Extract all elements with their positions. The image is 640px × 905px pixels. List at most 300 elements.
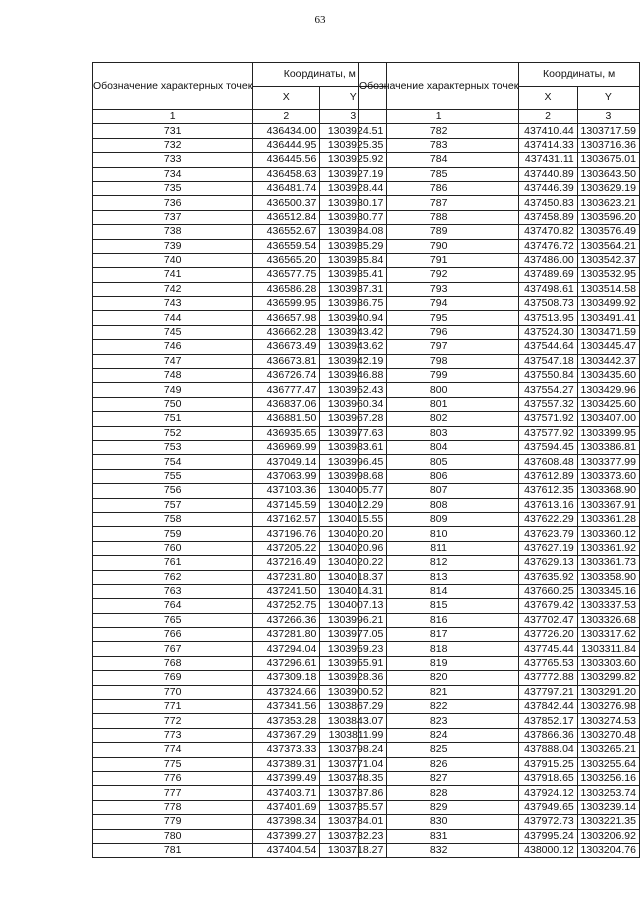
coord-x: 436434.00 [253,124,320,138]
coord-x: 436577.75 [253,268,320,282]
coord-y: 1303265.21 [577,743,639,757]
coord-y: 1303928.44 [320,181,387,195]
coord-x: 437241.50 [253,584,320,598]
header-col-3: 3 [577,110,639,124]
coord-x: 437679.42 [519,599,577,613]
coord-x: 437399.49 [253,771,320,785]
coord-y: 1303311.84 [577,642,639,656]
coord-y: 1303925.35 [320,138,387,152]
table-row [359,225,640,239]
table-row [93,412,387,426]
table-row [359,196,640,210]
table-row [93,714,387,728]
coord-y: 1303299.82 [577,671,639,685]
coord-x: 437403.71 [253,786,320,800]
table-row [93,210,387,224]
coord-y: 1303629.19 [577,181,639,195]
point-number: 761 [93,556,253,570]
coord-x: 437842.44 [519,700,577,714]
coord-x: 437888.04 [519,743,577,757]
point-number: 741 [93,268,253,282]
coord-x: 436969.99 [253,440,320,454]
coord-y: 1303276.98 [577,700,639,714]
coord-y: 1303977.05 [320,628,387,642]
coord-y: 1304014.31 [320,584,387,598]
coord-y: 1303255.64 [577,757,639,771]
coord-y: 1303943.62 [320,340,387,354]
point-number: 785 [359,167,519,181]
coord-y: 1303491.41 [577,311,639,325]
table-row [359,714,640,728]
coord-x: 437063.99 [253,469,320,483]
coord-y: 1303930.77 [320,210,387,224]
table-body-right [359,124,640,858]
point-number: 749 [93,383,253,397]
table-row [93,311,387,325]
coord-x: 437627.19 [519,541,577,555]
table-row [93,397,387,411]
coord-x: 436445.56 [253,153,320,167]
point-number: 780 [93,829,253,843]
table-row [359,642,640,656]
coord-x: 437765.53 [519,656,577,670]
point-number: 745 [93,325,253,339]
coord-x: 437399.27 [253,829,320,843]
coord-y: 1303943.42 [320,325,387,339]
coord-y: 1303732.23 [320,829,387,843]
table-row [359,253,640,267]
point-number: 737 [93,210,253,224]
point-number: 746 [93,340,253,354]
point-number: 788 [359,210,519,224]
coord-x: 437612.35 [519,484,577,498]
point-number: 771 [93,700,253,714]
point-number: 825 [359,743,519,757]
coord-x: 436777.47 [253,383,320,397]
coord-y: 1303960.34 [320,397,387,411]
table-row [359,498,640,512]
coord-y: 1303361.73 [577,556,639,570]
coord-x: 437612.89 [519,469,577,483]
table-row [359,469,640,483]
header-col-3: 3 [320,110,387,124]
coord-y: 1303596.20 [577,210,639,224]
table-row [93,484,387,498]
coord-y: 1303940.94 [320,311,387,325]
point-number: 765 [93,613,253,627]
table-row [93,469,387,483]
table-row [93,815,387,829]
coord-x: 437629.13 [519,556,577,570]
table-row [93,455,387,469]
point-number: 802 [359,412,519,426]
coord-y: 1304020.22 [320,556,387,570]
point-number: 768 [93,656,253,670]
coord-x: 436481.74 [253,181,320,195]
point-number: 786 [359,181,519,195]
point-number: 829 [359,800,519,814]
coord-y: 1303983.61 [320,440,387,454]
coord-x: 437508.73 [519,297,577,311]
coord-x: 436565.20 [253,253,320,267]
table-row [93,599,387,613]
point-number: 784 [359,153,519,167]
coord-x: 437367.29 [253,728,320,742]
table-row [359,383,640,397]
coord-x: 437410.44 [519,124,577,138]
point-number: 796 [359,325,519,339]
header-col-1: 1 [93,110,253,124]
table-row [93,556,387,570]
point-number: 753 [93,440,253,454]
table-row [359,340,640,354]
table-row [93,153,387,167]
point-number: 816 [359,613,519,627]
table-row [359,527,640,541]
table-row [359,570,640,584]
coord-x: 437660.25 [519,584,577,598]
coord-y: 1303716.36 [577,138,639,152]
point-number: 733 [93,153,253,167]
table-row [359,700,640,714]
table-row [93,181,387,195]
table-row [359,484,640,498]
point-number: 774 [93,743,253,757]
point-number: 740 [93,253,253,267]
coord-y: 1304007.13 [320,599,387,613]
table-row [93,167,387,181]
point-number: 738 [93,225,253,239]
coord-x: 437373.33 [253,743,320,757]
point-number: 748 [93,369,253,383]
coordinates-table-right [358,62,640,858]
coord-x: 437431.11 [519,153,577,167]
header-designation: Обозначение характерных точек [359,63,519,110]
coord-x: 436500.37 [253,196,320,210]
coord-x: 437470.82 [519,225,577,239]
coord-y: 1303407.00 [577,412,639,426]
table-row [359,325,640,339]
coord-x: 437489.69 [519,268,577,282]
coord-x: 437594.45 [519,440,577,454]
coord-y: 1304015.55 [320,512,387,526]
table-row [93,743,387,757]
table-row [93,239,387,253]
table-row [359,613,640,627]
coord-x: 437458.89 [519,210,577,224]
point-number: 764 [93,599,253,613]
coord-y: 1303925.92 [320,153,387,167]
table-row [93,325,387,339]
table-body-left [93,124,387,858]
point-number: 823 [359,714,519,728]
point-number: 767 [93,642,253,656]
table-row [359,541,640,555]
header-x: X [519,86,577,110]
coord-x: 437486.00 [519,253,577,267]
coord-x: 436458.63 [253,167,320,181]
point-number: 743 [93,297,253,311]
point-number: 814 [359,584,519,598]
coord-y: 1303564.21 [577,239,639,253]
coord-x: 436552.67 [253,225,320,239]
coordinates-table-left [92,62,387,858]
table-row [359,771,640,785]
coord-y: 1303317.62 [577,628,639,642]
coord-x: 437918.65 [519,771,577,785]
coord-y: 1303935.41 [320,268,387,282]
coord-x: 437353.28 [253,714,320,728]
coord-x: 437547.18 [519,354,577,368]
coord-y: 1303204.76 [577,843,639,857]
point-number: 813 [359,570,519,584]
coord-y: 1303771.04 [320,757,387,771]
table-row [359,685,640,699]
point-number: 747 [93,354,253,368]
header-x: X [253,86,320,110]
table-row [359,210,640,224]
coord-y: 1304012.29 [320,498,387,512]
coord-y: 1303675.01 [577,153,639,167]
table-row [359,153,640,167]
coord-x: 437296.61 [253,656,320,670]
coord-y: 1303996.21 [320,613,387,627]
table-row [359,282,640,296]
coord-x: 437389.31 [253,757,320,771]
table-row [359,815,640,829]
coord-x: 437324.66 [253,685,320,699]
coord-y: 1303717.59 [577,124,639,138]
coord-x: 436657.98 [253,311,320,325]
table-row [359,311,640,325]
coord-y: 1303360.12 [577,527,639,541]
point-number: 799 [359,369,519,383]
table-row [93,225,387,239]
table-row [93,570,387,584]
coord-x: 437281.80 [253,628,320,642]
coord-y: 1303643.50 [577,167,639,181]
coord-y: 1303936.75 [320,297,387,311]
coord-x: 437252.75 [253,599,320,613]
point-number: 794 [359,297,519,311]
coord-x: 437608.48 [519,455,577,469]
coord-y: 1303942.19 [320,354,387,368]
table-row [359,671,640,685]
point-number: 751 [93,412,253,426]
coord-x: 437726.20 [519,628,577,642]
point-number: 778 [93,800,253,814]
coord-x: 436512.84 [253,210,320,224]
coord-x: 437745.44 [519,642,577,656]
coord-x: 437162.57 [253,512,320,526]
coord-x: 436586.28 [253,282,320,296]
header-y: Y [320,86,387,110]
table-row [93,584,387,598]
point-number: 734 [93,167,253,181]
point-number: 795 [359,311,519,325]
point-number: 760 [93,541,253,555]
table-row [93,700,387,714]
coord-y: 1303924.51 [320,124,387,138]
point-number: 803 [359,426,519,440]
coord-y: 1303843.07 [320,714,387,728]
table-row [93,268,387,282]
coord-y: 1303425.60 [577,397,639,411]
coord-y: 1303735.57 [320,800,387,814]
coord-x: 437341.56 [253,700,320,714]
table-row [359,786,640,800]
coord-y: 1303206.92 [577,829,639,843]
coord-x: 437924.12 [519,786,577,800]
point-number: 755 [93,469,253,483]
coord-x: 437401.69 [253,800,320,814]
coord-x: 437196.76 [253,527,320,541]
coord-x: 437852.17 [519,714,577,728]
table-row [359,628,640,642]
coord-y: 1303734.01 [320,815,387,829]
table-row [93,771,387,785]
coord-y: 1304020.20 [320,527,387,541]
coord-x: 438000.12 [519,843,577,857]
coord-y: 1303368.90 [577,484,639,498]
coord-x: 437498.61 [519,282,577,296]
coord-y: 1303471.59 [577,325,639,339]
point-number: 766 [93,628,253,642]
point-number: 830 [359,815,519,829]
coord-y: 1303955.91 [320,656,387,670]
coord-x: 437622.29 [519,512,577,526]
point-number: 808 [359,498,519,512]
coord-y: 1303930.17 [320,196,387,210]
coord-x: 437145.59 [253,498,320,512]
coord-y: 1304005.77 [320,484,387,498]
coord-y: 1303927.19 [320,167,387,181]
table-row [359,167,640,181]
point-number: 807 [359,484,519,498]
coord-x: 437404.54 [253,843,320,857]
table-row [93,369,387,383]
coord-y: 1303499.92 [577,297,639,311]
coord-x: 437524.30 [519,325,577,339]
coord-x: 437550.84 [519,369,577,383]
table-row [359,124,640,138]
table-row [93,340,387,354]
table-row [359,426,640,440]
coord-y: 1303435.60 [577,369,639,383]
table-row [93,642,387,656]
point-number: 806 [359,469,519,483]
point-number: 750 [93,397,253,411]
coord-x: 437103.36 [253,484,320,498]
point-number: 732 [93,138,253,152]
coord-x: 437440.89 [519,167,577,181]
coord-x: 437571.92 [519,412,577,426]
coord-x: 437216.49 [253,556,320,570]
coord-x: 437049.14 [253,455,320,469]
coord-x: 437294.04 [253,642,320,656]
coord-y: 1303367.91 [577,498,639,512]
coord-x: 436559.54 [253,239,320,253]
coord-x: 437915.25 [519,757,577,771]
coord-y: 1303576.49 [577,225,639,239]
header-designation: Обозначение характерных точек [93,63,253,110]
coord-y: 1303256.16 [577,771,639,785]
table-row [359,268,640,282]
coord-x: 437205.22 [253,541,320,555]
table-row [359,455,640,469]
coord-y: 1303373.60 [577,469,639,483]
coord-y: 1303900.52 [320,685,387,699]
point-number: 736 [93,196,253,210]
point-number: 826 [359,757,519,771]
coord-x: 437702.47 [519,613,577,627]
point-number: 781 [93,843,253,857]
coord-y: 1303326.68 [577,613,639,627]
coord-y: 1303361.92 [577,541,639,555]
point-number: 777 [93,786,253,800]
coord-y: 1303377.99 [577,455,639,469]
coord-y: 1303542.37 [577,253,639,267]
table-row [93,383,387,397]
coord-y: 1304018.37 [320,570,387,584]
coord-y: 1303959.23 [320,642,387,656]
header-col-2: 2 [519,110,577,124]
point-number: 827 [359,771,519,785]
table-row [359,512,640,526]
coord-y: 1303996.45 [320,455,387,469]
header-col-1: 1 [359,110,519,124]
point-number: 776 [93,771,253,785]
point-number: 824 [359,728,519,742]
coord-y: 1303337.53 [577,599,639,613]
table-row [93,426,387,440]
point-number: 757 [93,498,253,512]
table-row [93,512,387,526]
coord-x: 437398.34 [253,815,320,829]
table-row [93,282,387,296]
point-number: 832 [359,843,519,857]
table-row [359,354,640,368]
coord-y: 1303445.47 [577,340,639,354]
table-row [359,397,640,411]
coord-x: 437972.73 [519,815,577,829]
point-number: 804 [359,440,519,454]
table-row [93,829,387,843]
table-row [93,685,387,699]
table-row [93,757,387,771]
coord-y: 1303935.29 [320,239,387,253]
point-number: 818 [359,642,519,656]
coord-y: 1303928.36 [320,671,387,685]
coord-y: 1303718.27 [320,843,387,857]
page-number: 63 [314,14,326,26]
table-row [359,369,640,383]
coord-x: 437949.65 [519,800,577,814]
point-number: 752 [93,426,253,440]
point-number: 783 [359,138,519,152]
coord-x: 436444.95 [253,138,320,152]
coord-y: 1303442.37 [577,354,639,368]
table-row [359,829,640,843]
coord-y: 1303934.08 [320,225,387,239]
coord-y: 1303253.74 [577,786,639,800]
table-row [359,800,640,814]
coord-y: 1303514.58 [577,282,639,296]
point-number: 819 [359,656,519,670]
table-row [93,628,387,642]
point-number: 769 [93,671,253,685]
coord-y: 1303935.84 [320,253,387,267]
